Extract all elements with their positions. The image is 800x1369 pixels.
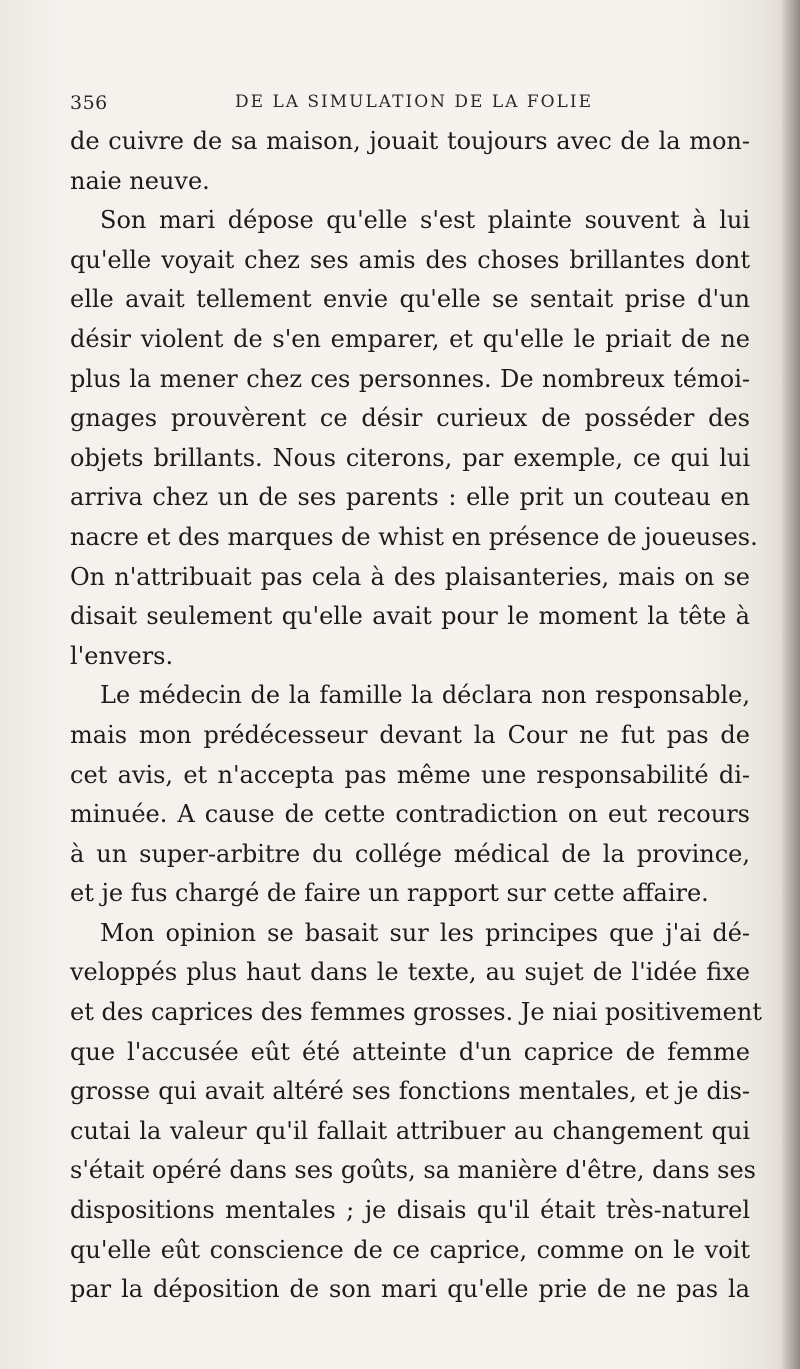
text-line: arriva chez un de ses parents : elle prit un couteau en: [70, 483, 750, 512]
text-line: par la déposition de son mari qu'elle prie de ne pas la: [70, 1275, 750, 1304]
text-line: à un super-arbitre du collége médical de la province,: [70, 839, 750, 868]
page-edge-shadow: [782, 0, 800, 1369]
text-line: nacre et des marques de whist en présence de joueuses.: [70, 522, 758, 551]
text-line: gnages prouvèrent ce désir curieux de posséder des: [70, 404, 750, 433]
text-line: s'était opéré dans ses goûts, sa manière d'être, dans ses: [70, 1156, 756, 1185]
running-title: DE LA SIMULATION DE LA FOLIE: [235, 92, 593, 112]
text-line: Son mari dépose qu'elle s'est plainte souvent à lui: [100, 206, 750, 235]
text-line: l'envers.: [70, 641, 174, 670]
text-line: Mon opinion se basait sur les principes que j'ai dé-: [100, 918, 750, 947]
text-line: cutai la valeur qu'il fallait attribuer au changement qui: [70, 1116, 750, 1145]
text-line: Le médecin de la famille la déclara non responsable,: [100, 681, 750, 710]
text-line: minuée. A cause de cette contradiction on eut recours: [70, 800, 750, 829]
text-line: qu'elle voyait chez ses amis des choses brillantes dont: [70, 245, 750, 274]
text-line: que l'accusée eût été atteinte d'un caprice de femme: [70, 1037, 750, 1066]
text-line: grosse qui avait altéré ses fonctions mentales, et je dis-: [70, 1077, 750, 1106]
text-line: et je fus chargé de faire un rapport sur cette affaire.: [70, 879, 709, 908]
text-line: disait seulement qu'elle avait pour le moment la tête à: [70, 602, 750, 631]
text-line: naie neuve.: [70, 166, 210, 195]
page-number: 356: [70, 92, 108, 114]
text-line: On n'attribuait pas cela à des plaisanteries, mais on se: [70, 562, 750, 591]
text-line: veloppés plus haut dans le texte, au sujet de l'idée fixe: [70, 958, 750, 987]
text-line: qu'elle eût conscience de ce caprice, comme on le voit: [70, 1235, 750, 1264]
text-line: de cuivre de sa maison, jouait toujours avec de la mon-: [70, 127, 750, 155]
text-line: objets brillants. Nous citerons, par exemple, ce qui lui: [70, 443, 750, 472]
text-line: mais mon prédécesseur devant la Cour ne fut pas de: [70, 720, 750, 749]
body-text: [70, 122, 762, 1310]
page-header: [70, 92, 720, 122]
text-line: cet avis, et n'accepta pas même une responsabilité di-: [70, 760, 750, 789]
text-line: et des caprices des femmes grosses. Je niai positivement: [70, 998, 762, 1027]
text-line: dispositions mentales ; je disais qu'il était très-naturel: [70, 1196, 750, 1225]
text-line: elle avait tellement envie qu'elle se sentait prise d'un: [70, 285, 750, 314]
text-line: désir violent de s'en emparer, et qu'elle le priait de ne: [70, 324, 750, 353]
text-line: plus la mener chez ces personnes. De nombreux témoi-: [70, 364, 750, 393]
